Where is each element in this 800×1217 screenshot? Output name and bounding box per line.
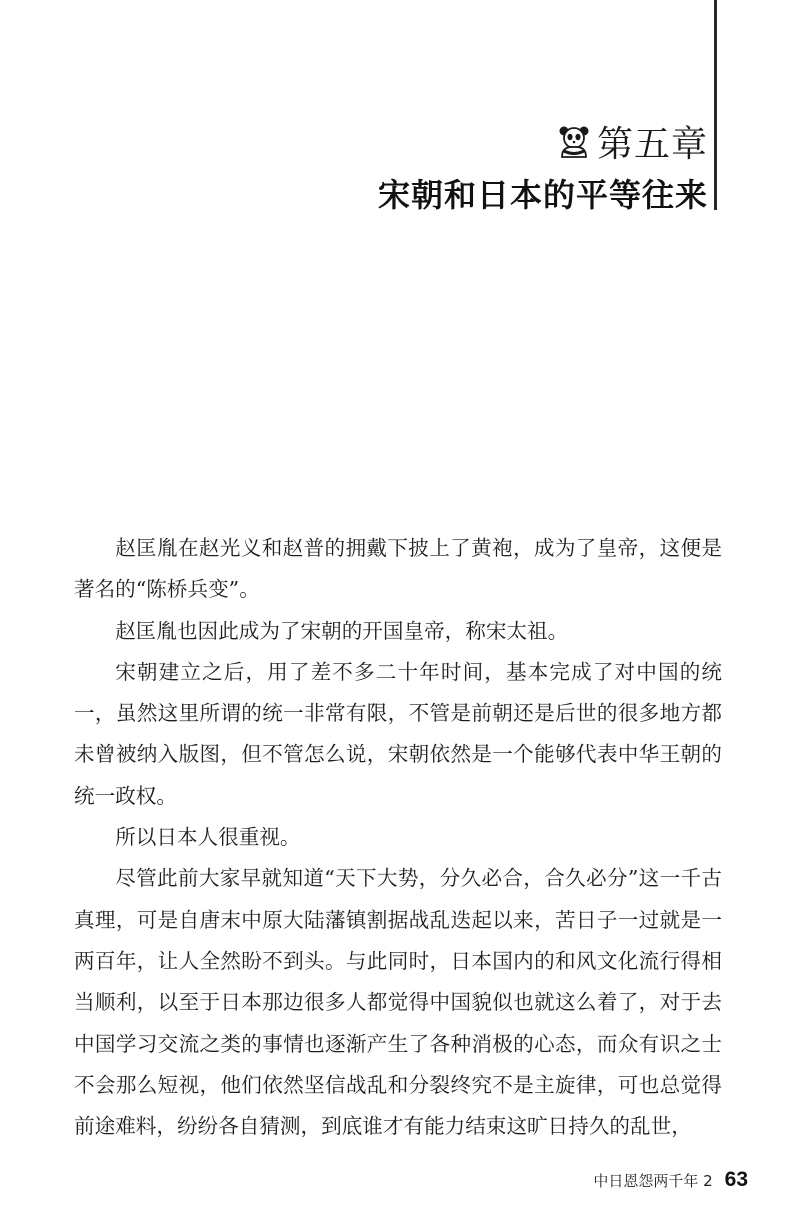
paragraph: 尽管此前大家早就知道“天下大势，分久必合，合久必分”这一千古真理，可是自唐末中原大陆藩镇割据战乱迭起以来，苦日子一过就是一两百年，让人全然盼不到头。与此同时，日本国内的和风文化流行得相当顺利，以至于日本那边很多人都觉得中国貌似也就这么着了，对于去中国学习交流之类的事情也逐渐产生了各种消极的心态，而众有识之士不会那么短视，他们依然坚信战乱和分裂终究不是主旋律，可也总觉得前途难料，纷纷各自猜测，到底谁才有能力结束这旷日持久的乱世， (74, 866, 722, 1139)
chapter-title: 宋朝和日本的平等往来 (377, 176, 708, 214)
chapter-header (557, 116, 708, 166)
paragraph: 赵匡胤也因此成为了宋朝的开国皇帝，称宋太祖。 (115, 618, 569, 643)
panda-icon (557, 124, 591, 158)
paragraph: 所以日本人很重视。 (115, 825, 301, 850)
page-number: 63 (724, 1168, 748, 1191)
decorative-vertical-bar (714, 0, 717, 210)
page-footer (593, 1168, 748, 1192)
body-text (74, 528, 722, 1147)
paragraph: 宋朝建立之后，用了差不多二十年时间，基本完成了对中国的统一，虽然这里所谓的统一非常有限，不管是前朝还是后世的很多地方都未曾被纳入版图，但不管怎么说，宋朝依然是一个能够代表中华王朝的统一政权。 (74, 659, 722, 808)
chapter-number: 第五章 (596, 123, 708, 165)
paragraph: 赵匡胤在赵光义和赵普的拥戴下披上了黄袍，成为了皇帝，这便是著名的“陈桥兵变”。 (74, 536, 722, 602)
running-book-title: 中日恩怨两千年 2 (593, 1172, 713, 1190)
